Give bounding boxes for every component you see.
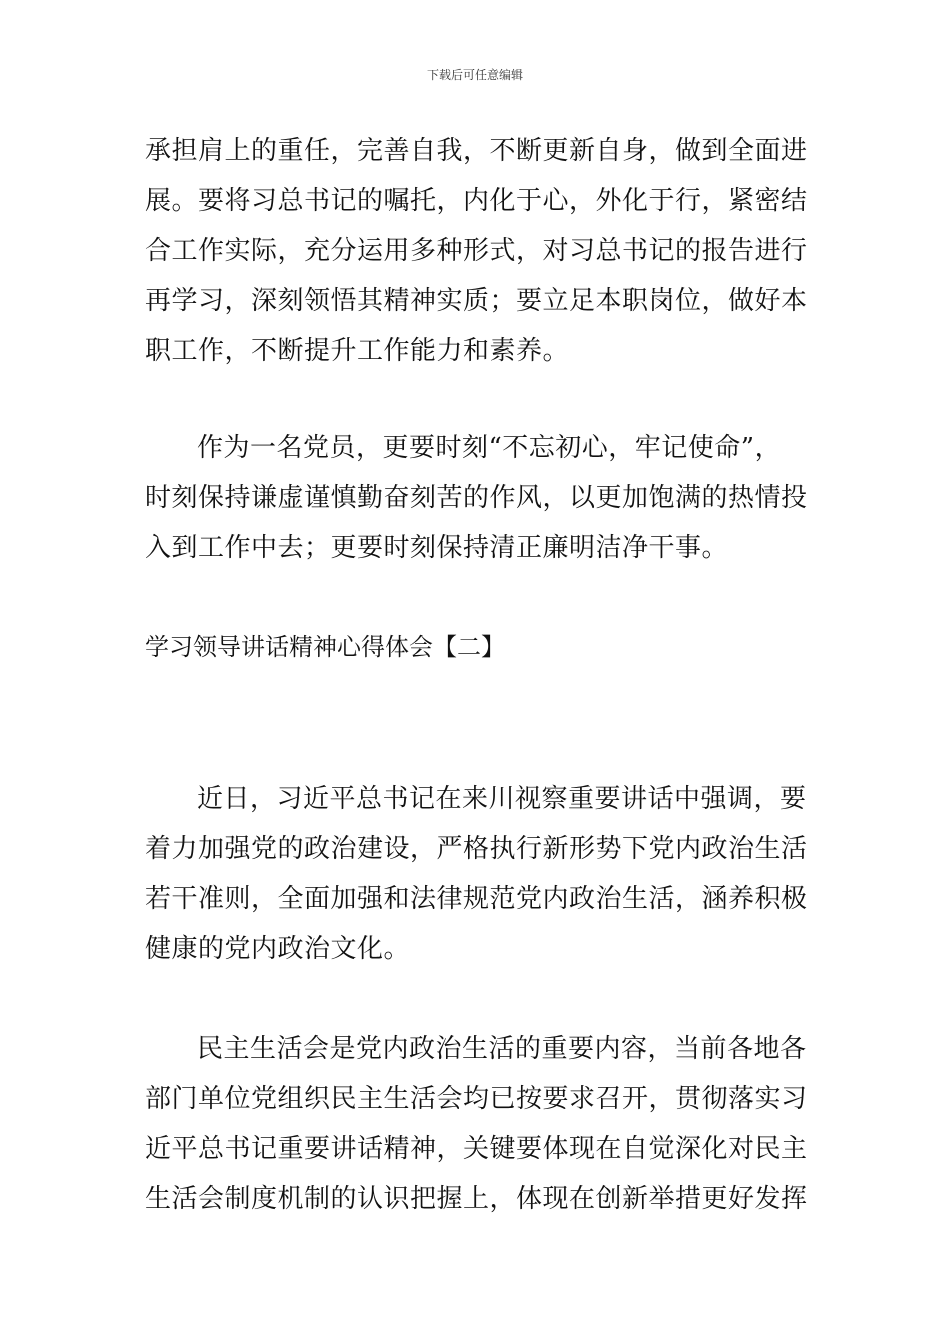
text-line: 若干准则，全面加强和法律规范党内政治生活，涵养积极 (145, 884, 808, 914)
text-line: 合工作实际，充分运用多种形式，对习总书记的报告进行 (145, 236, 808, 266)
text-line: 再学习，深刻领悟其精神实质；要立足本职岗位，做好本 (145, 286, 808, 316)
text-line: 着力加强党的政治建设，严格执行新形势下党内政治生活 (145, 834, 808, 864)
text-line: 生活会制度机制的认识把握上，体现在创新举措更好发挥 (145, 1184, 808, 1214)
text-line: 部门单位党组织民主生活会均已按要求召开，贯彻落实习 (145, 1084, 808, 1114)
text-line: 展。要将习总书记的嘱托，内化于心，外化于行，紧密结 (145, 186, 808, 216)
text-line: 作为一名党员，更要时刻“不忘初心，牢记使命”， (197, 433, 782, 463)
text-line: 近平总书记重要讲话精神，关键要体现在自觉深化对民主 (145, 1134, 808, 1164)
text-line: 近日，习近平总书记在来川视察重要讲话中强调，要 (197, 784, 807, 814)
page-header-note: 下载后可任意编辑 (426, 68, 523, 82)
text-line: 入到工作中去；更要时刻保持清正廉明洁净干事。 (145, 533, 729, 563)
text-line: 健康的党内政治文化。 (145, 934, 411, 964)
text-line: 职工作，不断提升工作能力和素养。 (145, 336, 570, 366)
text-line: 承担肩上的重任，完善自我，不断更新自身，做到全面进 (145, 136, 808, 166)
text-line: 时刻保持谦虚谨慎勤奋刻苦的作风，以更加饱满的热情投 (145, 483, 808, 513)
text-line: 民主生活会是党内政治生活的重要内容，当前各地各 (197, 1034, 807, 1064)
section-heading: 学习领导讲话精神心得体会【二】 (145, 633, 505, 661)
